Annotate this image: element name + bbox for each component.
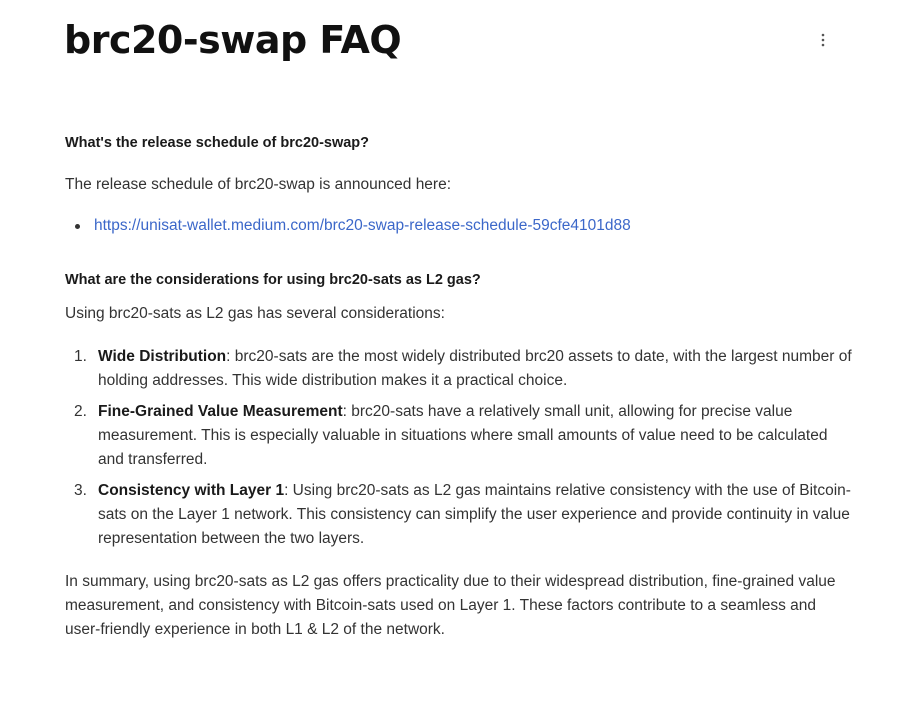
release-links-list [65, 214, 855, 238]
consideration-text: : brc20-sats are the most widely distributed brc20 assets to date, with the largest number of holding addresses. This wide distribution makes it a practical choice. [98, 348, 852, 389]
list-number: 3. [74, 482, 87, 499]
faq-question-release-schedule: What's the release schedule of brc20-swap? [65, 135, 370, 151]
list-item [65, 345, 855, 393]
faq-answer-intro: Using brc20-sats as L2 gas has several considerations: [65, 305, 445, 322]
consideration-text: : Using brc20-sats as L2 gas maintains relative consistency with the use of Bitcoin-sats on the Layer 1 network. This consistency can simplify the user experience and provide continuity in value representation between the two layers. [98, 482, 851, 547]
faq-answer-intro: The release schedule of brc20-swap is announced here: [65, 176, 452, 193]
consideration-term: Wide Distribution [98, 348, 227, 365]
list-number: 1. [74, 348, 87, 365]
release-schedule-link[interactable]: https://unisat-wallet.medium.com/brc20-swap-release-schedule-59cfe4101d88 [94, 217, 631, 234]
bullet-icon [75, 224, 80, 229]
list-number: 2. [74, 403, 87, 420]
consideration-term: Fine-Grained Value Measurement [98, 403, 343, 420]
more-options-button[interactable] [812, 28, 834, 52]
consideration-term: Consistency with Layer 1 [98, 482, 285, 499]
faq-summary: In summary, using brc20-sats as L2 gas offers practicality due to their widespread distribution, fine-grained value measurement, and consistency with Bitcoin-sats used on Layer 1. These factors contribute to a seamless and user-friendly experience in both L1 & L2 of the network. [65, 573, 836, 638]
more-vertical-icon [821, 33, 825, 47]
faq-content [65, 132, 855, 642]
considerations-list [65, 345, 855, 551]
list-item [65, 400, 855, 472]
consideration-text: : brc20-sats have a relatively small unit, allowing for precise value measurement. This is especially valuable in situations where small amounts of value need to be calculated and transferred. [98, 403, 828, 468]
page-title: brc20-swap FAQ [64, 18, 402, 62]
list-item [65, 479, 855, 551]
faq-question-l2-gas: What are the considerations for using brc20-sats as L2 gas? [65, 272, 481, 288]
list-item [65, 214, 855, 238]
